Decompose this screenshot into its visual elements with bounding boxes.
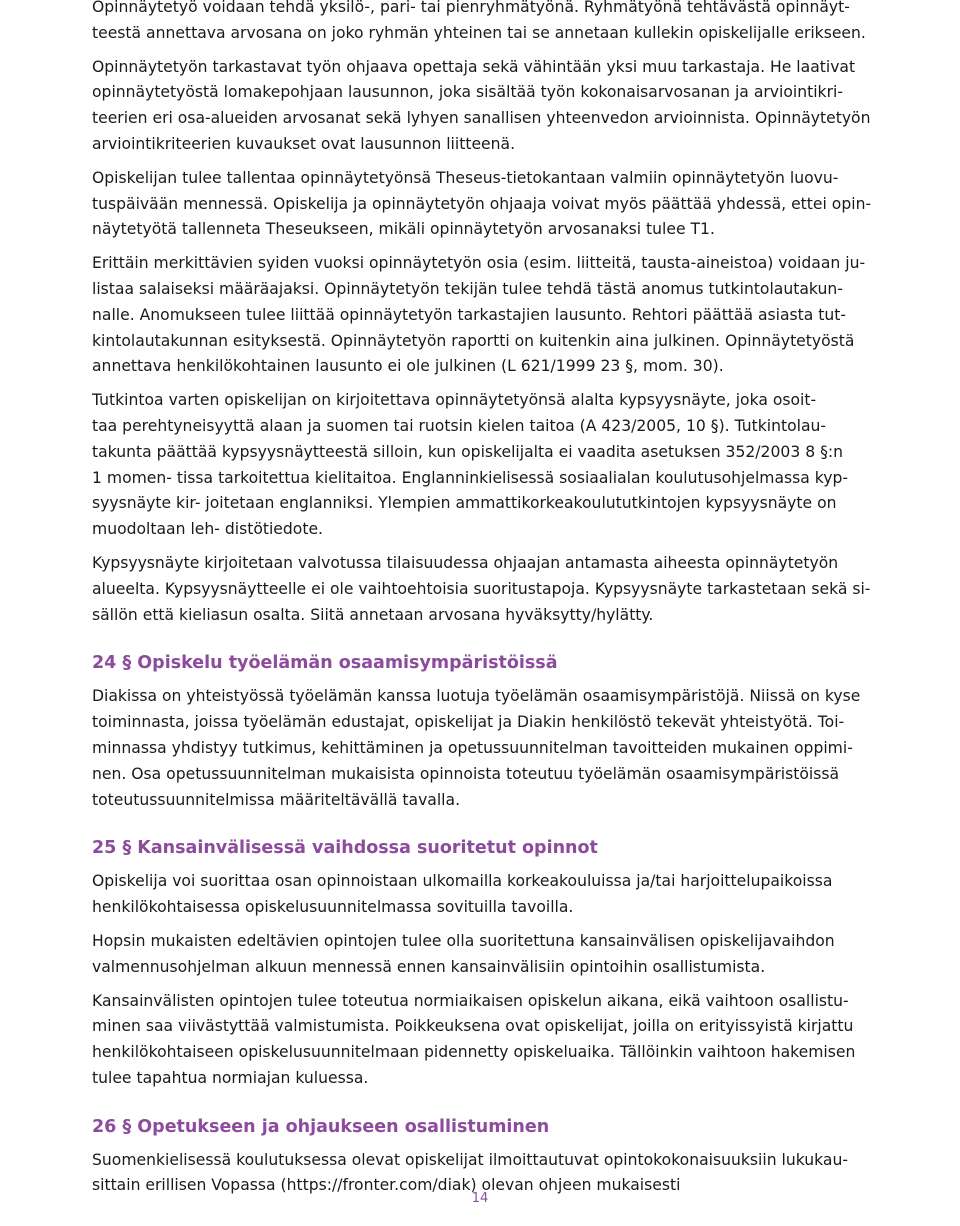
paragraph: Kypsyysnäyte kirjoitetaan valvotussa tilaisuudessa ohjaajan antamasta aiheesta opinnäytetyön alueelta. Kypsyysnäytteelle ei ole vaihtoehtoisia suoritustapoja. Kypsyysnäyte tarkastetaan sekä si- sällön että kieliasun osalta. Siitä annetaan arvosana hyväksytty/hylätty. bbox=[92, 553, 871, 624]
document-body bbox=[92, 0, 874, 1199]
paragraph: Opinnäytetyö voidaan tehdä yksilö-, pari- tai pienryhmätyönä. Ryhmätyönä tehtävästä opinnäyt- teestä annettava arvosana on joko ryhmän yhteinen tai se annetaan kullekin opiskelijalle erikseen. bbox=[92, 0, 866, 42]
paragraph: Opiskelijan tulee tallentaa opinnäytetyönsä Theseus-tietokantaan valmiin opinnäytetyön luovu- tuspäivään mennessä. Opiskelija ja opinnäytetyön ohjaaja voivat myös päättää yhdessä, ettei opin- näytetyötä tallenneta Theseukseen, mikäli opinnäytetyön arvosanaksi tulee T1. bbox=[92, 168, 872, 239]
paragraph: Tutkintoa varten opiskelijan on kirjoitettava opinnäytetyönsä alalta kypsyysnäyte, joka osoit- taa perehtyneisyyttä alaan ja suomen tai ruotsin kielen taitoa (A 423/2005, 10 §). Tutkintolau- takunta päättää kypsyysnäytteestä silloin, kun opiskelijalta ei vaadita asetuksen 352/2003 8 §:n 1 momen- tissa tarkoitettua kielitaitoa. Englanninkielisessä sosiaalialan koulutusohjelmassa kyp- syysnäyte kir- joitetaan englanniksi. Ylempien ammattikorkeakoulututkintojen kypsyysnäyte on muodoltaan leh- distötiedote. bbox=[92, 391, 849, 539]
paragraph: Opiskelija voi suorittaa osan opinnoistaan ulkomailla korkeakouluissa ja/tai harjoittelupaikoissa henkilökohtaisessa opiskelusuunnitelmassa sovituilla tavoilla. bbox=[92, 872, 833, 917]
paragraph: Hopsin mukaisten edeltävien opintojen tulee olla suoritettuna kansainvälisen opiskelijavaihdon valmennusohjelman alkuun mennessä ennen kansainvälisiin opintoihin osallistumista. bbox=[92, 931, 835, 976]
page-number: 14 bbox=[471, 1191, 489, 1206]
section-heading-24: 24 § Opiskelu työelämän osaamisympäristöissä bbox=[92, 653, 558, 674]
section-heading-26: 26 § Opetukseen ja ohjaukseen osallistuminen bbox=[92, 1116, 550, 1137]
paragraph: Suomenkielisessä koulutuksessa olevat opiskelijat ilmoittautuvat opintokokonaisuuksiin lukukau- sittain erillisen Vopassa (https://fronter.com/diak) olevan ohjeen mukaisesti bbox=[92, 1150, 848, 1195]
paragraph: Opinnäytetyön tarkastavat työn ohjaava opettaja sekä vähintään yksi muu tarkastaja. He laativat opinnäytetyöstä lomakepohjaan lausunnon, joka sisältää työn kokonaisarvosanan ja arviointikri- teerien eri osa-alueiden arvosanat sekä lyhyen sanallisen yhteenvedon arvioinnista. Opinnäytetyön arviointikriteerien kuvaukset ovat lausunnon liitteenä. bbox=[92, 57, 871, 153]
paragraph: Diakissa on yhteistyössä työelämän kanssa luotuja työelämän osaamisympäristöjä. Niissä on kyse toiminnasta, joissa työelämän edustajat, opiskelijat ja Diakin henkilöstö tekevät yhteistyötä. Toi- minnassa yhdistyy tutkimus, kehittäminen ja opetussuunnitelman tavoitteiden mukainen oppimi- nen. Osa opetussuunnitelman mukaisista opinnoista toteutuu työelämän osaamisympäristöissä toteutussuunnitelmissa määriteltävällä tavalla. bbox=[92, 687, 861, 809]
paragraph: Kansainvälisten opintojen tulee toteutua normiaikaisen opiskelun aikana, eikä vaihtoon osallistu- minen saa viivästyttää valmistumista. Poikkeuksena ovat opiskelijat, joilla on erityissyistä kirjattu henkilökohtaiseen opiskelusuunnitelmaan pidennetty opiskeluaika. Tällöinkin vaihtoon hakemisen tulee tapahtua normiajan kuluessa. bbox=[92, 991, 856, 1087]
paragraph: Erittäin merkittävien syiden vuoksi opinnäytetyön osia (esim. liitteitä, tausta-aineistoa) voidaan ju- listaa salaiseksi määräajaksi. Opinnäytetyön tekijän tulee tehdä tästä anomus tutkintolautakun- nalle. Anomukseen tulee liittää opinnäytetyön tarkastajien lausunto. Rehtori päättää asiasta tut- kintolautakunnan esityksestä. Opinnäytetyön raportti on kuitenkin aina julkinen. Opinnäytetyöstä annettava henkilökohtainen lausunto ei ole julkinen (L 621/1999 23 §, mom. 30). bbox=[92, 254, 866, 376]
section-heading-25: 25 § Kansainvälisessä vaihdossa suoritetut opinnot bbox=[92, 838, 598, 859]
